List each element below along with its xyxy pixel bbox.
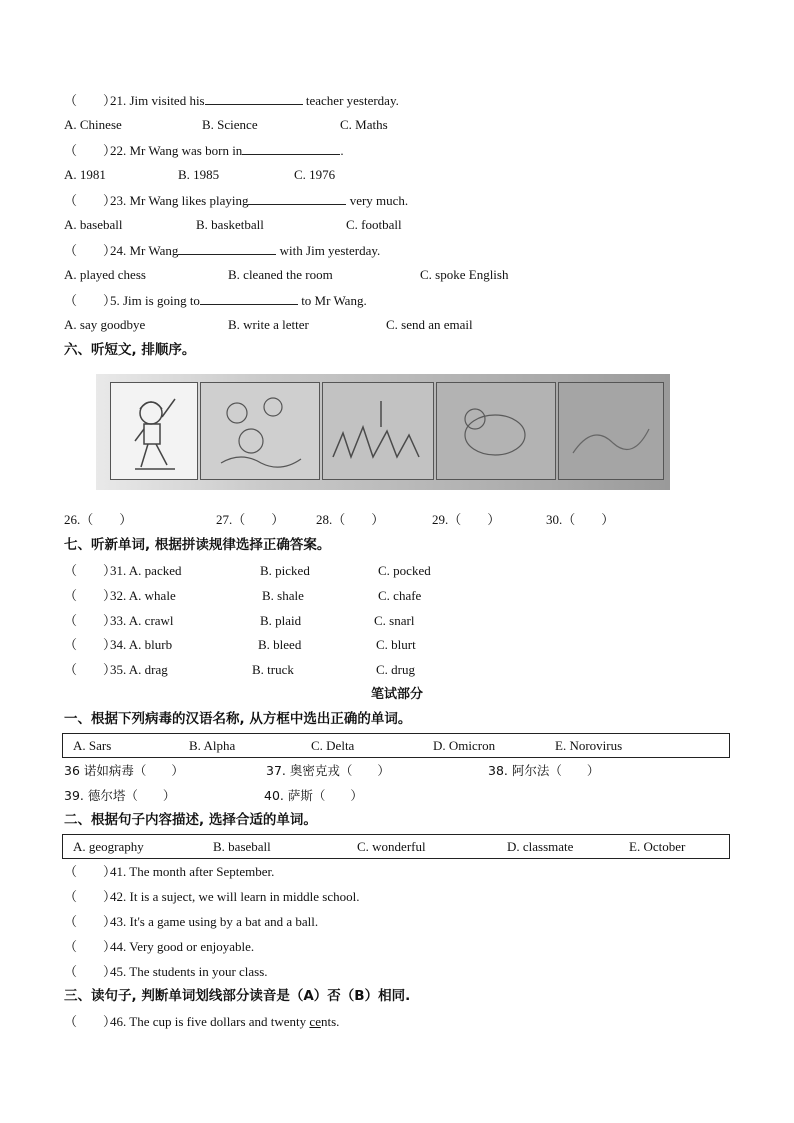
item-38[interactable]: 38. 阿尔法（ ） bbox=[488, 763, 600, 778]
option-31-b: B. picked bbox=[260, 563, 310, 578]
answer-paren[interactable]: （ ） bbox=[64, 889, 117, 904]
option-24-a: A. played chess bbox=[64, 267, 146, 282]
question-25: （ ）5. Jim is going to to Mr Wang. bbox=[64, 293, 367, 308]
answer-blank[interactable] bbox=[200, 292, 298, 305]
picture-panel-1 bbox=[110, 382, 198, 480]
question-44: （ ）44. Very good or enjoyable. bbox=[64, 939, 255, 954]
answer-paren[interactable]: （ ） bbox=[64, 1014, 117, 1029]
answer-paren[interactable]: （ ） bbox=[64, 864, 117, 879]
order-slot-27[interactable]: 27.（ ） bbox=[216, 512, 285, 527]
box-1-option-e: E. Norovirus bbox=[555, 738, 623, 753]
answer-paren[interactable]: （ ） bbox=[64, 914, 117, 929]
item-39[interactable]: 39. 德尔塔（ ） bbox=[64, 788, 176, 803]
box-2-option-b: B. baseball bbox=[213, 839, 271, 854]
item-37[interactable]: 37. 奥密克戎（ ） bbox=[266, 763, 390, 778]
question-23: （ ）23. Mr Wang likes playing very much. bbox=[64, 193, 409, 208]
order-slot-30[interactable]: 30.（ ） bbox=[546, 512, 615, 527]
box-1-option-d: D. Omicron bbox=[433, 738, 496, 753]
picture-panel-4 bbox=[436, 382, 556, 480]
answer-paren[interactable]: （ ） bbox=[64, 193, 117, 208]
order-slot-29[interactable]: 29.（ ） bbox=[432, 512, 501, 527]
box-2-option-e: E. October bbox=[629, 839, 686, 854]
part-3-title: 三、读句子, 判断单词划线部分读音是（A）否（B）相同. bbox=[64, 988, 411, 1004]
question-24: （ ）24. Mr Wang with Jim yesterday. bbox=[64, 243, 381, 258]
option-35-b: B. truck bbox=[252, 662, 294, 677]
answer-paren[interactable]: （ ） bbox=[64, 964, 117, 979]
answer-paren[interactable]: （ ） bbox=[64, 563, 117, 578]
answer-paren[interactable]: （ ） bbox=[64, 93, 117, 108]
question-42: （ ）42. It is a suject, we will learn in middle school. bbox=[64, 889, 360, 904]
option-35-c: C. drug bbox=[376, 662, 415, 677]
option-32-b: B. shale bbox=[262, 588, 304, 603]
answer-paren[interactable]: （ ） bbox=[64, 939, 117, 954]
question-34: （ ）34. A. blurb bbox=[64, 637, 173, 652]
question-35: （ ）35. A. drag bbox=[64, 662, 168, 677]
option-33-b: B. plaid bbox=[260, 613, 302, 628]
item-36[interactable]: 36 诺如病毒（ ） bbox=[64, 763, 184, 778]
underlined-letters: ce bbox=[309, 1014, 321, 1029]
option-34-b: B. bleed bbox=[258, 637, 302, 652]
item-40[interactable]: 40. 萨斯（ ） bbox=[264, 788, 363, 803]
word-box-2 bbox=[62, 834, 730, 859]
part-1-title: 一、根据下列病毒的汉语名称, 从方框中选出正确的单词。 bbox=[64, 711, 412, 727]
question-41: （ ）41. The month after September. bbox=[64, 864, 275, 879]
option-24-b: B. cleaned the room bbox=[228, 267, 333, 282]
question-33: （ ）33. A. crawl bbox=[64, 613, 174, 628]
option-22-b: B. 1985 bbox=[178, 167, 220, 182]
question-45: （ ）45. The students in your class. bbox=[64, 964, 268, 979]
option-25-a: A. say goodbye bbox=[64, 317, 146, 332]
answer-paren[interactable]: （ ） bbox=[64, 662, 117, 677]
option-31-c: C. pocked bbox=[378, 563, 431, 578]
option-22-a: A. 1981 bbox=[64, 167, 106, 182]
option-34-c: C. blurt bbox=[376, 637, 416, 652]
written-part-title: 笔试部分 bbox=[370, 687, 423, 702]
part-2-title: 二、根据句子内容描述, 选择合适的单词。 bbox=[64, 812, 317, 828]
question-21: （ ）21. Jim visited his teacher yesterday. bbox=[64, 93, 399, 108]
kid-exercising-icon bbox=[111, 383, 197, 479]
option-22-c: C. 1976 bbox=[294, 167, 336, 182]
option-25-b: B. write a letter bbox=[228, 317, 309, 332]
answer-blank[interactable] bbox=[178, 242, 276, 255]
option-21-a: A. Chinese bbox=[64, 117, 122, 132]
box-2-option-c: C. wonderful bbox=[357, 839, 426, 854]
option-21-b: B. Science bbox=[202, 117, 258, 132]
question-46: （ ）46. The cup is five dollars and twenty cents. bbox=[64, 1014, 340, 1029]
section-6-title: 六、听短文, 排顺序。 bbox=[64, 342, 196, 358]
question-32: （ ）32. A. whale bbox=[64, 588, 176, 603]
picture-panel-5 bbox=[558, 382, 664, 480]
box-1-option-c: C. Delta bbox=[311, 738, 355, 753]
picture-panel-2 bbox=[200, 382, 320, 480]
section-7-title: 七、听新单词, 根据拼读规律选择正确答案。 bbox=[64, 537, 331, 553]
answer-paren[interactable]: （ ） bbox=[64, 588, 117, 603]
option-25-c: C. send an email bbox=[386, 317, 473, 332]
box-2-option-d: D. classmate bbox=[507, 839, 574, 854]
option-23-b: B. basketball bbox=[196, 217, 264, 232]
word-box-1 bbox=[62, 733, 730, 758]
question-22: （ ）22. Mr Wang was born in . bbox=[64, 143, 344, 158]
box-2-option-a: A. geography bbox=[73, 839, 144, 854]
question-31: （ ）31. A. packed bbox=[64, 563, 182, 578]
answer-paren[interactable]: （ ） bbox=[64, 613, 117, 628]
option-32-c: C. chafe bbox=[378, 588, 422, 603]
picture-strip bbox=[96, 374, 670, 490]
answer-blank[interactable] bbox=[205, 92, 303, 105]
answer-paren[interactable]: （ ） bbox=[64, 143, 117, 158]
animal-icon bbox=[437, 383, 555, 479]
picture-panel-3 bbox=[322, 382, 434, 480]
answer-paren[interactable]: （ ） bbox=[64, 243, 117, 258]
box-1-option-b: B. Alpha bbox=[189, 738, 236, 753]
answer-paren[interactable]: （ ） bbox=[64, 637, 117, 652]
order-slot-28[interactable]: 28.（ ） bbox=[316, 512, 385, 527]
order-slot-26[interactable]: 26.（ ） bbox=[64, 512, 133, 527]
option-21-c: C. Maths bbox=[340, 117, 388, 132]
option-33-c: C. snarl bbox=[374, 613, 415, 628]
box-1-option-a: A. Sars bbox=[73, 738, 112, 753]
option-23-a: A. baseball bbox=[64, 217, 123, 232]
flowers-icon bbox=[201, 383, 319, 479]
answer-paren[interactable]: （ ） bbox=[64, 293, 117, 308]
scene-icon bbox=[559, 383, 663, 479]
answer-blank[interactable] bbox=[248, 192, 346, 205]
answer-blank[interactable] bbox=[242, 142, 340, 155]
grass-icon bbox=[323, 383, 433, 479]
question-43: （ ）43. It's a game using by a bat and a ball. bbox=[64, 914, 319, 929]
option-24-c: C. spoke English bbox=[420, 267, 509, 282]
option-23-c: C. football bbox=[346, 217, 402, 232]
